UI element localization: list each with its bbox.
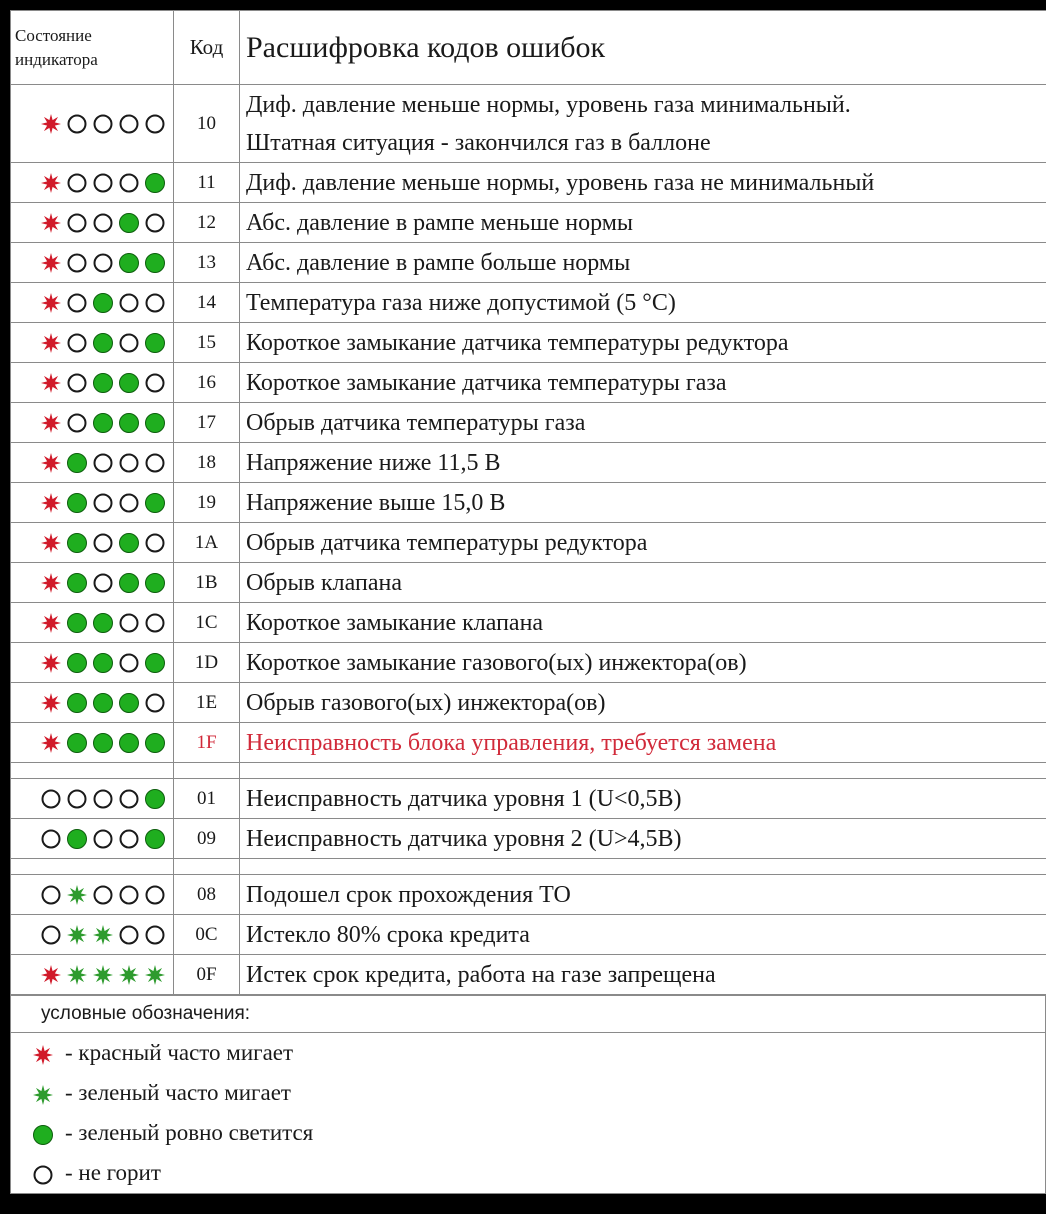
green-solid-icon xyxy=(65,827,89,851)
off-indicator-icon xyxy=(143,451,167,475)
green-solid-icon xyxy=(143,571,167,595)
error-description-cell xyxy=(240,603,1046,643)
table-row xyxy=(11,243,1046,283)
off-indicator-icon xyxy=(143,691,167,715)
red-blink-icon xyxy=(39,611,63,635)
green-solid-icon xyxy=(91,291,115,315)
off-indicator-icon xyxy=(65,291,89,315)
error-description-line: Подошел срок прохождения ТО xyxy=(246,881,571,908)
error-description-cell xyxy=(240,915,1046,955)
error-description-line: Истекло 80% срока кредита xyxy=(246,921,530,948)
legend-item xyxy=(11,1033,1045,1073)
green-solid-icon xyxy=(65,691,89,715)
error-code-cell: 0C xyxy=(174,915,240,955)
legend-item xyxy=(11,1153,1045,1193)
error-description-line: Напряжение ниже 11,5 В xyxy=(246,449,501,476)
spacer-cell xyxy=(11,763,174,779)
red-blink-icon xyxy=(39,651,63,675)
error-description-line: Диф. давление меньше нормы, уровень газа не минимальный xyxy=(246,169,875,196)
off-indicator-icon xyxy=(91,571,115,595)
table-row xyxy=(11,779,1046,819)
error-description-cell xyxy=(240,85,1046,163)
indicator-state-cell xyxy=(11,243,174,283)
green-solid-icon xyxy=(91,411,115,435)
off-indicator-icon xyxy=(39,827,63,851)
error-description-cell xyxy=(240,163,1046,203)
green-blink-icon xyxy=(31,1083,55,1107)
green-solid-icon xyxy=(91,691,115,715)
red-blink-icon xyxy=(39,531,63,555)
red-blink-icon xyxy=(39,731,63,755)
red-blink-icon xyxy=(39,451,63,475)
green-solid-icon xyxy=(91,371,115,395)
spacer-cell xyxy=(240,763,1046,779)
error-code-cell: 1C xyxy=(174,603,240,643)
error-description-line: Обрыв датчика температуры редуктора xyxy=(246,529,648,556)
indicator-state-cell xyxy=(11,819,174,859)
off-indicator-icon xyxy=(91,531,115,555)
error-description-cell xyxy=(240,483,1046,523)
error-description-cell xyxy=(240,779,1046,819)
red-blink-icon xyxy=(39,491,63,515)
legend-table xyxy=(10,995,1046,1194)
off-indicator-icon xyxy=(143,923,167,947)
green-solid-icon xyxy=(143,787,167,811)
error-code-cell: 13 xyxy=(174,243,240,283)
error-description-cell xyxy=(240,283,1046,323)
table-row xyxy=(11,283,1046,323)
green-solid-icon xyxy=(65,731,89,755)
green-solid-icon xyxy=(117,371,141,395)
table-row xyxy=(11,683,1046,723)
indicator-state-cell xyxy=(11,603,174,643)
red-blink-icon xyxy=(39,331,63,355)
off-indicator-icon xyxy=(91,883,115,907)
error-code-cell: 09 xyxy=(174,819,240,859)
indicator-state-cell xyxy=(11,363,174,403)
table-row xyxy=(11,523,1046,563)
red-blink-icon xyxy=(39,251,63,275)
legend-text: - зеленый часто мигает xyxy=(65,1080,291,1105)
green-solid-icon xyxy=(65,491,89,515)
legend-text: - красный часто мигает xyxy=(65,1040,294,1065)
table-row xyxy=(11,875,1046,915)
green-solid-icon xyxy=(65,651,89,675)
legend-item xyxy=(11,1073,1045,1113)
green-solid-icon xyxy=(65,531,89,555)
off-indicator-icon xyxy=(117,331,141,355)
error-description-line: Неисправность датчика уровня 2 (U>4,5В) xyxy=(246,825,682,852)
off-indicator-icon xyxy=(91,171,115,195)
error-code-cell: 11 xyxy=(174,163,240,203)
off-indicator-icon xyxy=(143,112,167,136)
legend-symbol xyxy=(21,1083,65,1107)
header-title: Расшифровка кодов ошибок xyxy=(240,11,1046,85)
error-description-cell xyxy=(240,683,1046,723)
error-description-line: Обрыв датчика температуры газа xyxy=(246,409,586,436)
off-indicator-icon xyxy=(117,827,141,851)
error-description-line: Диф. давление меньше нормы, уровень газа минимальный. xyxy=(246,91,851,118)
indicator-state-cell xyxy=(11,85,174,163)
off-indicator-icon xyxy=(117,923,141,947)
green-solid-icon xyxy=(117,691,141,715)
off-indicator-icon xyxy=(91,827,115,851)
indicator-state-cell xyxy=(11,875,174,915)
legend-item xyxy=(11,1113,1045,1153)
green-solid-icon xyxy=(143,171,167,195)
error-description-line: Короткое замыкание газового(ых) инжектора(ов) xyxy=(246,649,747,676)
off-indicator-icon xyxy=(91,451,115,475)
indicator-state-cell xyxy=(11,955,174,995)
green-solid-icon xyxy=(65,611,89,635)
table-row xyxy=(11,403,1046,443)
legend-text: - не горит xyxy=(65,1160,161,1185)
indicator-state-cell xyxy=(11,523,174,563)
error-code-cell: 15 xyxy=(174,323,240,363)
red-blink-icon xyxy=(39,171,63,195)
off-indicator-icon xyxy=(65,331,89,355)
error-description-line: Температура газа ниже допустимой (5 °С) xyxy=(246,289,676,316)
error-code-cell: 08 xyxy=(174,875,240,915)
green-solid-icon xyxy=(91,731,115,755)
error-description-cell xyxy=(240,643,1046,683)
error-code-cell: 1D xyxy=(174,643,240,683)
error-description-cell xyxy=(240,443,1046,483)
table-header-row xyxy=(11,11,1046,85)
off-indicator-icon xyxy=(143,611,167,635)
error-code-cell: 1F xyxy=(174,723,240,763)
off-indicator-icon xyxy=(65,371,89,395)
off-indicator-icon xyxy=(117,451,141,475)
green-solid-icon xyxy=(143,651,167,675)
error-description-cell xyxy=(240,243,1046,283)
spacer-cell xyxy=(174,859,240,875)
indicator-state-cell xyxy=(11,483,174,523)
indicator-state-cell xyxy=(11,563,174,603)
table-row xyxy=(11,819,1046,859)
off-indicator-icon xyxy=(117,787,141,811)
error-description-line: Истек срок кредита, работа на газе запрещена xyxy=(246,961,716,988)
off-indicator-icon xyxy=(143,291,167,315)
error-description-line: Обрыв газового(ых) инжектора(ов) xyxy=(246,689,606,716)
green-solid-icon xyxy=(65,571,89,595)
error-description-line: Короткое замыкание датчика температуры редуктора xyxy=(246,329,789,356)
legend-symbol xyxy=(21,1123,65,1147)
error-description-cell xyxy=(240,955,1046,995)
green-blink-icon xyxy=(65,883,89,907)
green-blink-icon xyxy=(143,963,167,987)
off-indicator-icon xyxy=(143,531,167,555)
table-row xyxy=(11,643,1046,683)
table-row xyxy=(11,163,1046,203)
green-solid-icon xyxy=(117,571,141,595)
red-blink-icon xyxy=(39,371,63,395)
green-solid-icon xyxy=(117,731,141,755)
red-blink-icon xyxy=(39,963,63,987)
off-indicator-icon xyxy=(117,171,141,195)
off-indicator-icon xyxy=(143,211,167,235)
spacer-cell xyxy=(11,859,174,875)
indicator-state-cell xyxy=(11,403,174,443)
off-indicator-icon xyxy=(31,1163,55,1187)
table-spacer-row xyxy=(11,763,1046,779)
indicator-state-cell xyxy=(11,915,174,955)
green-solid-icon xyxy=(91,651,115,675)
error-code-cell: 1B xyxy=(174,563,240,603)
green-solid-icon xyxy=(31,1123,55,1147)
indicator-state-cell xyxy=(11,203,174,243)
off-indicator-icon xyxy=(39,787,63,811)
off-indicator-icon xyxy=(65,787,89,811)
error-code-cell: 14 xyxy=(174,283,240,323)
error-code-cell: 1A xyxy=(174,523,240,563)
off-indicator-icon xyxy=(117,611,141,635)
error-description-line: Абс. давление в рампе меньше нормы xyxy=(246,209,634,236)
legend-text: - зеленый ровно светится xyxy=(65,1120,314,1145)
error-description-line: Штатная ситуация - закончился газ в баллоне xyxy=(246,129,711,156)
table-row xyxy=(11,443,1046,483)
off-indicator-icon xyxy=(65,251,89,275)
error-code-cell: 18 xyxy=(174,443,240,483)
green-solid-icon xyxy=(143,491,167,515)
green-solid-icon xyxy=(117,411,141,435)
error-description-cell xyxy=(240,523,1046,563)
error-description-line: Обрыв клапана xyxy=(246,569,402,596)
green-blink-icon xyxy=(65,963,89,987)
green-blink-icon xyxy=(117,963,141,987)
table-row xyxy=(11,483,1046,523)
off-indicator-icon xyxy=(39,883,63,907)
red-blink-icon xyxy=(39,112,63,136)
error-description-cell xyxy=(240,203,1046,243)
error-description-line: Неисправность блока управления, требуется замена xyxy=(246,729,777,756)
indicator-state-cell xyxy=(11,779,174,819)
error-code-cell: 1E xyxy=(174,683,240,723)
error-description-cell xyxy=(240,563,1046,603)
green-solid-icon xyxy=(117,531,141,555)
error-code-cell: 19 xyxy=(174,483,240,523)
header-indicator-state: Состояние индикатора xyxy=(11,11,174,85)
off-indicator-icon xyxy=(65,112,89,136)
table-row xyxy=(11,563,1046,603)
table-row xyxy=(11,203,1046,243)
error-description-cell xyxy=(240,323,1046,363)
green-solid-icon xyxy=(117,251,141,275)
off-indicator-icon xyxy=(39,923,63,947)
green-solid-icon xyxy=(65,451,89,475)
off-indicator-icon xyxy=(91,251,115,275)
green-solid-icon xyxy=(143,731,167,755)
green-blink-icon xyxy=(91,923,115,947)
error-code-cell: 16 xyxy=(174,363,240,403)
off-indicator-icon xyxy=(91,211,115,235)
legend-list xyxy=(11,1033,1046,1194)
indicator-state-cell xyxy=(11,283,174,323)
green-solid-icon xyxy=(91,331,115,355)
table-row xyxy=(11,85,1046,163)
green-solid-icon xyxy=(143,251,167,275)
error-code-cell: 01 xyxy=(174,779,240,819)
off-indicator-icon xyxy=(65,171,89,195)
red-blink-icon xyxy=(39,691,63,715)
error-description-line: Напряжение выше 15,0 В xyxy=(246,489,506,516)
spacer-cell xyxy=(174,763,240,779)
off-indicator-icon xyxy=(91,491,115,515)
error-code-table xyxy=(10,10,1046,995)
indicator-state-cell xyxy=(11,443,174,483)
spacer-cell xyxy=(240,859,1046,875)
red-blink-icon xyxy=(39,571,63,595)
error-description-cell xyxy=(240,723,1046,763)
error-code-cell: 0F xyxy=(174,955,240,995)
table-spacer-row xyxy=(11,859,1046,875)
error-description-line: Неисправность датчика уровня 1 (U<0,5В) xyxy=(246,785,682,812)
table-row xyxy=(11,723,1046,763)
indicator-state-cell xyxy=(11,683,174,723)
green-blink-icon xyxy=(65,923,89,947)
green-solid-icon xyxy=(91,611,115,635)
off-indicator-icon xyxy=(143,371,167,395)
off-indicator-icon xyxy=(65,411,89,435)
red-blink-icon xyxy=(39,291,63,315)
off-indicator-icon xyxy=(117,651,141,675)
error-code-cell: 10 xyxy=(174,85,240,163)
error-description-cell xyxy=(240,363,1046,403)
off-indicator-icon xyxy=(143,883,167,907)
indicator-state-cell xyxy=(11,723,174,763)
error-code-sheet xyxy=(10,10,1046,1194)
off-indicator-icon xyxy=(91,787,115,811)
error-description-line: Короткое замыкание клапана xyxy=(246,609,544,636)
error-code-cell: 12 xyxy=(174,203,240,243)
header-code: Код xyxy=(174,11,240,85)
error-description-cell xyxy=(240,403,1046,443)
off-indicator-icon xyxy=(117,491,141,515)
green-solid-icon xyxy=(143,331,167,355)
indicator-state-cell xyxy=(11,163,174,203)
red-blink-icon xyxy=(31,1043,55,1067)
green-solid-icon xyxy=(143,827,167,851)
error-code-cell: 17 xyxy=(174,403,240,443)
red-blink-icon xyxy=(39,411,63,435)
legend-symbol xyxy=(21,1163,65,1187)
table-row xyxy=(11,603,1046,643)
off-indicator-icon xyxy=(91,112,115,136)
error-description-line: Короткое замыкание датчика температуры газа xyxy=(246,369,727,396)
error-description-cell xyxy=(240,819,1046,859)
red-blink-icon xyxy=(39,211,63,235)
legend-title: условные обозначения: xyxy=(11,996,1046,1033)
error-description-line: Абс. давление в рампе больше нормы xyxy=(246,249,631,276)
table-row xyxy=(11,323,1046,363)
green-blink-icon xyxy=(91,963,115,987)
legend-symbol xyxy=(21,1043,65,1067)
off-indicator-icon xyxy=(117,291,141,315)
off-indicator-icon xyxy=(117,112,141,136)
indicator-state-cell xyxy=(11,643,174,683)
table-row xyxy=(11,363,1046,403)
green-solid-icon xyxy=(117,211,141,235)
error-description-cell xyxy=(240,875,1046,915)
green-solid-icon xyxy=(143,411,167,435)
indicator-state-cell xyxy=(11,323,174,363)
off-indicator-icon xyxy=(117,883,141,907)
off-indicator-icon xyxy=(65,211,89,235)
table-row xyxy=(11,955,1046,995)
table-row xyxy=(11,915,1046,955)
